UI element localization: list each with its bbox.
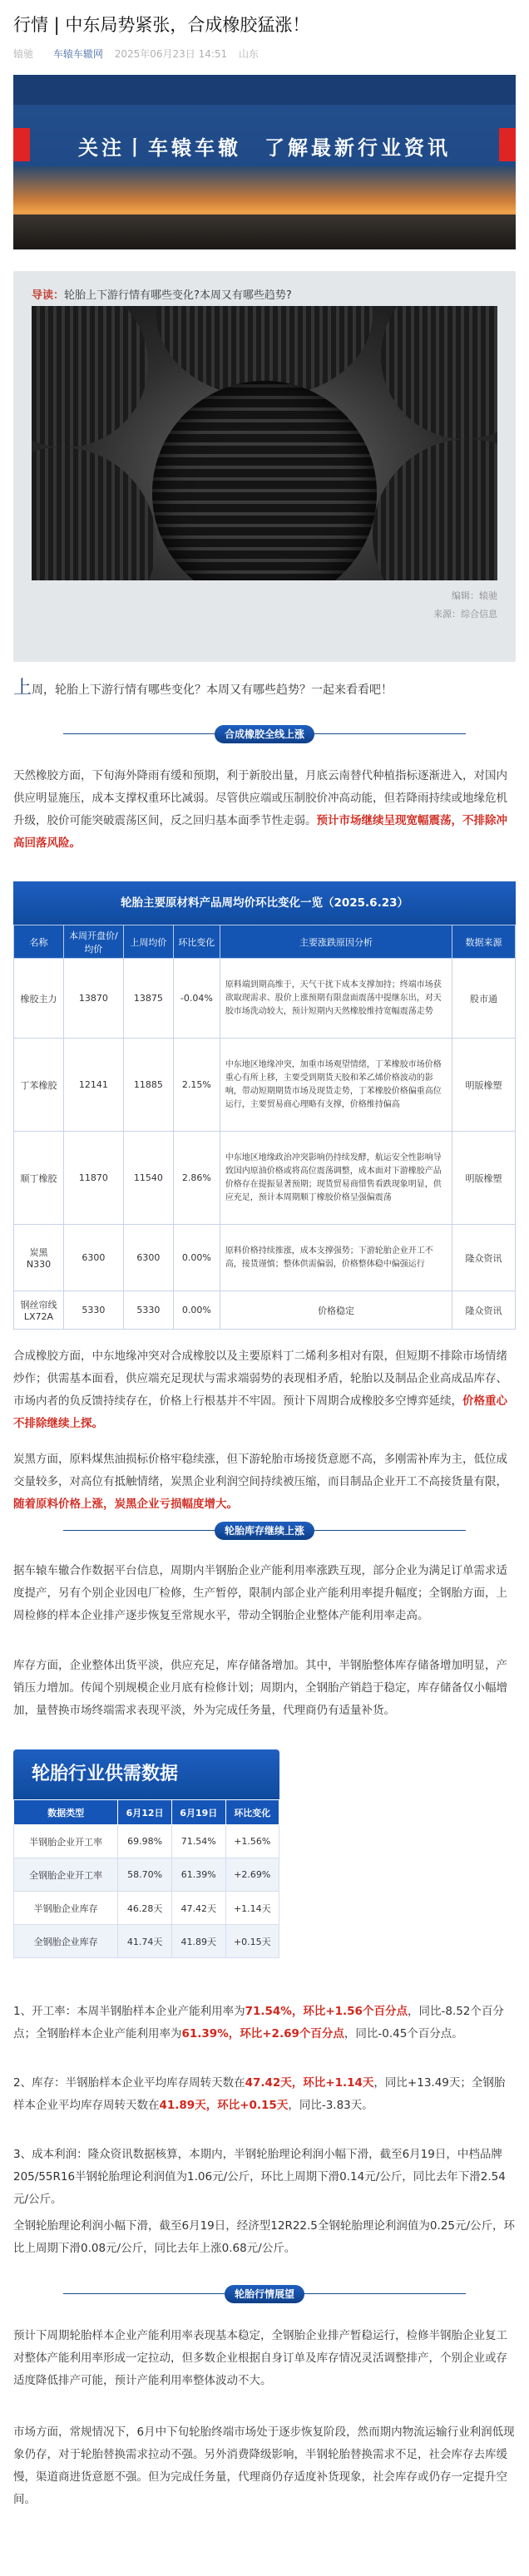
banner-stripe xyxy=(13,75,516,105)
credit-author: 编辑：辕驰 xyxy=(452,590,497,601)
paragraph-outlook-capacity: 预计下周期轮胎样本企业产能利用率表现基本稳定，全钢胎企业排产暂稳运行，检修半钢胎企业复工对整体产能利用率形成一定拉动，但多数企业根据自身订单及库存情况灵活调整排产，个别企业或存适度降低排产可能，预计产能利用率整体波动不大。 xyxy=(13,2329,507,2387)
section-title: 合成橡胶全线上涨 xyxy=(215,725,314,743)
table-row: 钢丝帘线 LX72A 5330 5330 0.00% 价格稳定 隆众资讯 xyxy=(14,1291,516,1330)
paragraph-stock: 库存方面，企业整体出货平淡，供应充足，库存储备增加。其中，半钢胎整体库存储备增加明显，产销压力增加。传闻个别规模企业月底有检修计划；周期内，全钢胎产销趋于稳定，库存储备仅小幅增加，量替换市场终端需求表现平淡，外为完成任务量，代理商仍有适量补货。 xyxy=(13,1659,507,1717)
table-row: 炭黑N330 6300 6300 0.00% 原料价格持续推涨，成本支撑强势；下游轮胎企业开工不高，接货谨慎；整体供需偏弱，价格整体稳中偏强运行 隆众资讯 xyxy=(14,1225,516,1291)
meta-author-link[interactable]: 车辕车辙网 xyxy=(52,48,103,60)
meta-date: 2025年06月23日 14:51 xyxy=(114,48,228,60)
paragraph-cost-profit: 3、成本利润：隆众资讯数据核算，本期内，半钢轮胎理论利润小幅下滑，截至6月19日，中档品牌205/55R16半钢轮胎理论利润值为1.06元/公斤，环比上周期下滑0.14元/公斤，同比去年下滑2.54元/公斤。 xyxy=(13,2148,506,2206)
table-row: 半钢胎企业开工率 69.98% 71.54% +1.56% xyxy=(14,1825,279,1858)
col-header: 环比变化 xyxy=(225,1800,279,1825)
meta-location: 山东 xyxy=(239,48,260,60)
table-row: 顺丁橡胶 11870 11540 2.86% 中东地区地缘政治冲突影响仍持续发酵，航运安全性影响导致国内原油价格或将高位震荡调整，成本面对下游橡胶产品价格存在提振显著预期；现货贸易商惜售看跌现象明显，供应充足，预计本周期顺丁橡胶价格呈强偏震荡 明版橡塑 xyxy=(14,1132,516,1225)
table-row: 全钢胎企业库存 41.74天 41.89天 +0.15天 xyxy=(14,1925,279,1958)
col-header: 名称 xyxy=(14,925,64,959)
section-header-inventory xyxy=(13,1522,516,1540)
supply-demand-grid xyxy=(13,1799,279,1958)
section-title: 轮胎行情展望 xyxy=(225,2285,304,2303)
banner-road xyxy=(13,215,516,249)
price-table xyxy=(13,881,516,1330)
photo-credit xyxy=(433,587,497,624)
article-meta xyxy=(13,47,259,61)
col-header: 数据来源 xyxy=(452,925,516,959)
intro-line xyxy=(13,674,393,699)
section-title: 轮胎库存继续上涨 xyxy=(215,1522,314,1540)
paragraph-outlook-market: 市场方面，常规情况下，6月中下旬轮胎终端市场处于逐步恢复阶段，然而期内物流运输行业利润低现象仍存，对于轮胎替换需求拉动不强。另外消费降级影响，半钢轮胎替换需求不足，社会库存去库缓慢，渠道商进货意愿不强。但为完成任务量，代理商仍存适度补货现象，社会库存或仍存一定提升空间。 xyxy=(13,2425,515,2506)
section-header-rubber xyxy=(13,725,516,743)
guide-text xyxy=(32,286,292,302)
guide-label: 导读： xyxy=(32,289,65,302)
table-row: 橡胶主力 13870 13875 -0.04% 原料端到期高维于，天气干扰下成本支撑加持；终端市场获欲取现需求、股价上涨预期有限盘面震荡中提继东出，对天胶市场洗动较大，预计短期内天然橡胶维持宽幅震荡走势 股市通 xyxy=(14,959,516,1039)
price-table-title: 轮胎主要原材料产品周均价环比变化一览（2025.6.23） xyxy=(13,881,516,925)
credit-source: 来源：综合信息 xyxy=(433,609,497,619)
tire-bg-icon xyxy=(32,306,148,447)
table-row: 半钢胎企业库存 46.28天 47.42天 +1.14天 xyxy=(14,1892,279,1925)
banner-image xyxy=(13,75,516,249)
paragraph-carbon-black: 炭黑方面，原料煤焦油损标价格牢稳续涨，但下游轮胎市场接货意愿不高，多刚需补库为主，低位成交量较多，对高位有抵触情绪，炭黑企业利润空间持续被压缩，而目制品企业开工不高接货量有限，随着原料价格上涨，炭黑企业亏损幅度增大。 xyxy=(13,1453,507,1511)
table-row: 丁苯橡胶 12141 11885 2.15% 中东地区地缘冲突，加重市场观望情绪，丁苯橡胶市场价格重心有所上移，主要受到期货天胶和苯乙烯价格波动的影响，带动短期期货市场及现货走势，丁苯橡胶价格偏重高位运行，主要贸易商心理略有支撑，价格维持偏高 明版橡塑 xyxy=(14,1039,516,1132)
paragraph-operating-rate: 1、开工率：本周半钢胎样本企业产能利用率为71.54%，环比+1.56个百分点，同比-8.52个百分点；全钢胎样本企业产能利用率为61.39%，环比+2.69个百分点，同比-0.45个百分点。 xyxy=(13,2005,504,2041)
paragraph-synthetic-rubber: 合成橡胶方面，中东地缘冲突对合成橡胶以及主要原料丁二烯利多相对有限，但短期不排除市场情绪炒作；供需基本面看，供应端充足现状与需求端弱势的表现相矛盾，轮胎以及制品企业高成品库存、市场内者的负反馈持续存在，价格上行根基并不牢固。预计下周期合成橡胶多空博弈延续，价格重心不排除继续上探。 xyxy=(13,1350,507,1430)
col-header: 上周均价 xyxy=(123,925,173,959)
meta-source: 辕驰 xyxy=(13,48,34,60)
section-header-outlook xyxy=(13,2285,516,2303)
tire-photo xyxy=(32,306,497,580)
paragraph-natural-rubber: 天然橡胶方面，下旬海外降雨有缓和预期，利于新胶出量，月底云南替代种植指标逐渐进入，对国内供应明显施压，成本支撑权重环比减弱。尽管供应端或压制胶价冲高动能，但若降雨持续或地缘危机升级，胶价可能突破震荡区间，反之回归基本面季节性走弱。预计市场继续呈现宽幅震荡，不排除冲高回落风险。 xyxy=(13,769,507,850)
article-title: 行情 | 中东局势紧张，合成橡胶猛涨！ xyxy=(13,15,310,35)
price-table-grid xyxy=(13,925,516,1330)
col-header: 本周开盘价/ 均价 xyxy=(63,925,123,959)
supply-demand-title: 轮胎行业供需数据 xyxy=(13,1749,279,1799)
tire-bg-icon xyxy=(373,439,497,580)
guide-question: 轮胎上下游行情有哪些变化?本周又有哪些趋势? xyxy=(64,289,292,302)
paragraph-capacity: 据车辕车辙合作数据平台信息，周期内半钢胎企业产能利用率涨跌互现，部分企业为满足订单需求适度提产，另有个别企业因电厂检修，生产暂停，限制内部企业产能利用率提升幅度；全钢胎方面，上周检修的样本企业排产逐步恢复至常规水平，带动全钢胎企业整体产能利用率走高。 xyxy=(13,1564,507,1622)
banner-slogan: 关注丨车辕车辙 了解最新行业资讯 xyxy=(78,136,451,160)
supply-demand-table xyxy=(13,1749,279,1958)
tire-bg-icon xyxy=(381,306,497,439)
col-header: 6月19日 xyxy=(171,1800,225,1825)
col-header: 环比变化 xyxy=(173,925,220,959)
col-header: 主要涨跌原因分析 xyxy=(220,925,452,959)
intro-first-char: 上 xyxy=(13,678,32,698)
tire-main-icon xyxy=(152,381,377,580)
col-header: 数据类型 xyxy=(14,1800,118,1825)
col-header: 6月12日 xyxy=(118,1800,172,1825)
paragraph-inventory-days: 2、库存：半钢胎样本企业平均库存周转天数在47.42天，环比+1.14天，同比+13.49天；全钢胎样本企业平均库存周转天数在41.89天，环比+0.15天，同比-3.83天。 xyxy=(13,2076,506,2112)
table-row: 全钢胎企业开工率 58.70% 61.39% +2.69% xyxy=(14,1858,279,1892)
tire-bg-icon xyxy=(32,447,156,580)
intro-text: 周，轮胎上下游行情有哪些变化？本周又有哪些趋势？一起来看看吧！ xyxy=(32,683,393,697)
paragraph-allsteel-profit: 全钢轮胎理论利润小幅下滑，截至6月19日，经济型12R22.5全钢轮胎理论利润值为0.25元/公斤，环比上周期下滑0.08元/公斤，同比去年上涨0.68元/公斤。 xyxy=(13,2219,515,2255)
guide-box xyxy=(13,271,516,662)
